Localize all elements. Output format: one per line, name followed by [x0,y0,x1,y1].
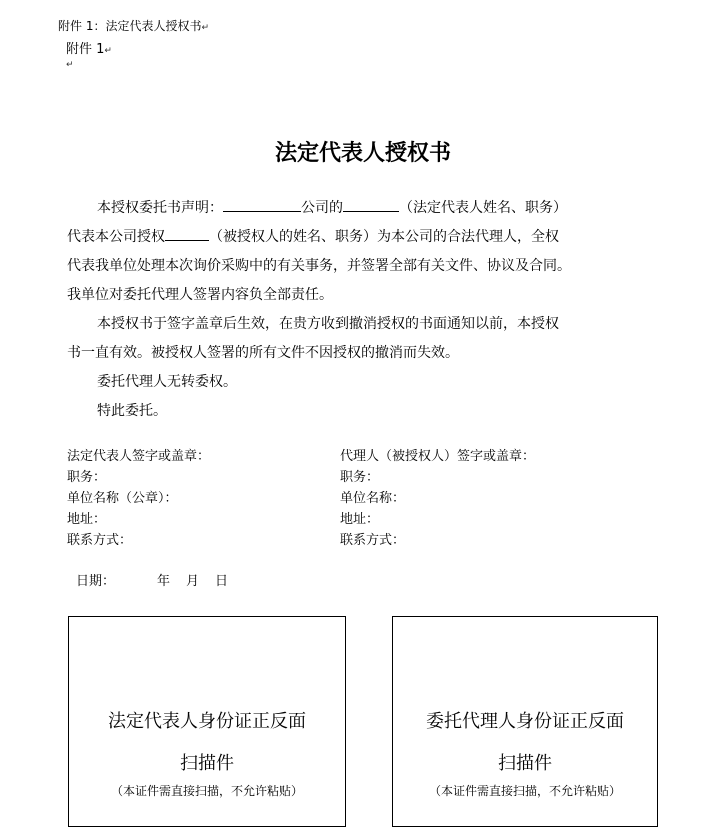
paragraph-mark-icon: ↵ [201,23,209,33]
agent-id-box-title: 委托代理人身份证正反面 [426,711,624,732]
paragraph-2-line-1: 本授权书于签字盖章后生效，在贵方收到撤消授权的书面通知以前，本授权 [97,316,559,332]
paragraph-mark-icon: ↵ [66,60,74,70]
paragraph-4: 特此委托。 [97,403,167,419]
date-year: 年 [157,574,171,589]
legal-rep-id-box-subtitle: 扫描件 [180,753,234,774]
legal-rep-position-label: 职务： [67,470,107,485]
legal-rep-id-box-title: 法定代表人身份证正反面 [108,711,306,732]
authorized-person-blank [165,226,209,241]
attachment-label-text: 附件 1：法定代表人授权书 [58,19,202,33]
authorized-person-hint: （被授权人的姓名、职务）为本公司的合法代理人，全权 [209,229,559,245]
paragraph-mark-icon: ↵ [104,46,112,56]
signature-right [340,446,535,551]
agent-contact-label: 联系方式： [340,533,406,548]
agent-address-label: 地址： [340,512,380,527]
paragraph-1-line-2 [67,223,559,252]
paragraph-1-line-1 [97,194,567,223]
attachment-number-text: 附件 1 [66,42,105,57]
legal-rep-id-scan-box [68,616,346,827]
legal-rep-hint: （法定代表人姓名、职务） [399,200,567,216]
agent-id-box-note: （本证件需直接扫描，不允许粘贴） [428,784,621,798]
legal-rep-address-label: 地址： [67,512,107,527]
legal-rep-id-box-note: （本证件需直接扫描，不允许粘贴） [110,784,303,798]
agent-id-box-subtitle: 扫描件 [498,753,552,774]
date-day: 日 [215,574,229,589]
paragraph-3: 委托代理人无转委权。 [97,374,237,390]
attachment-label [58,17,209,34]
document-title: 法定代表人授权书 [274,141,451,166]
date-month: 月 [186,574,200,589]
date-line [76,571,228,592]
authorize-text: 代表本公司授权 [67,229,165,245]
agent-id-scan-box [392,616,658,827]
date-label: 日期： [76,574,116,589]
legal-rep-sign-label: 法定代表人签字或盖章： [67,449,211,464]
agent-position-label: 职务： [340,470,380,485]
paragraph-1-line-4: 我单位对委托代理人签署内容负全部责任。 [67,287,333,303]
signature-left [67,446,210,551]
paragraph-1-line-3: 代表我单位处理本次询价采购中的有关事务，并签署全部有关文件、协议及合同。 [67,258,571,274]
legal-rep-contact-label: 联系方式： [67,533,133,548]
attachment-number [66,38,112,57]
agent-sign-label: 代理人（被授权人）签字或盖章： [340,449,536,464]
company-of-text: 公司的 [301,200,343,216]
paragraph-2-line-2: 书一直有效。被授权人签署的所有文件不因授权的撤消而失效。 [67,345,459,361]
agent-unit-label: 单位名称： [340,491,406,506]
legal-rep-unit-label: 单位名称（公章）： [67,491,178,506]
company-name-blank [223,197,301,212]
legal-rep-blank [343,197,399,212]
declaration-text: 本授权委托书声明： [97,200,223,216]
